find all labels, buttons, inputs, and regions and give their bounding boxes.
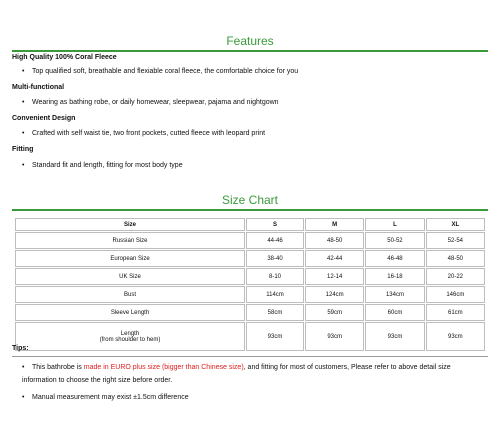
size-chart-table — [14, 217, 486, 352]
table-row — [15, 286, 485, 303]
bullet-dot: • — [22, 394, 25, 401]
table-cell: 61cm — [426, 304, 485, 321]
table-cell: 93cm — [305, 322, 364, 351]
table-cell: 124cm — [305, 286, 364, 303]
row-label: Sleeve Length — [15, 304, 245, 321]
table-cell: 46-48 — [365, 250, 424, 267]
row-label: European Size — [15, 250, 245, 267]
table-header-cell: XL — [426, 218, 485, 231]
table-row — [15, 322, 485, 351]
feature-title: Fitting — [12, 146, 34, 153]
table-cell: 8-10 — [246, 268, 304, 285]
features-heading: Features — [226, 34, 274, 48]
table-cell: 38-40 — [246, 250, 304, 267]
tip-item — [22, 391, 482, 404]
bullet-dot: • — [22, 130, 25, 137]
table-cell: 93cm — [426, 322, 485, 351]
table-cell: 48-50 — [426, 250, 485, 267]
table-row — [15, 304, 485, 321]
row-label: Russian Size — [15, 232, 245, 249]
size-chart-divider — [12, 209, 488, 211]
table-cell: 93cm — [246, 322, 304, 351]
table-cell: 42-44 — [305, 250, 364, 267]
table-cell: 20-22 — [426, 268, 485, 285]
row-label-main: Length — [120, 330, 140, 337]
feature-bullet — [22, 129, 265, 138]
table-row — [15, 268, 485, 285]
feature-text: Crafted with self waist tie, two front pockets, cutted fleece with leopard print — [32, 130, 266, 137]
row-label: Bust — [15, 286, 245, 303]
tip-text: This bathrobe is — [32, 364, 84, 371]
table-row — [15, 250, 485, 267]
bullet-dot: • — [22, 364, 25, 371]
tips-divider — [12, 356, 488, 357]
row-label-sub: (from shoulder to hem) — [99, 336, 161, 343]
table-header-cell: M — [305, 218, 364, 231]
row-label: UK Size — [15, 268, 245, 285]
table-cell: 93cm — [365, 322, 424, 351]
features-divider — [12, 50, 488, 52]
tip-item — [22, 361, 482, 387]
table-row — [15, 232, 485, 249]
table-cell: 50-52 — [365, 232, 424, 249]
feature-text: Top qualified soft, breathable and flexiable coral fleece, the comfortable choice for you — [32, 68, 299, 75]
bullet-dot: • — [22, 162, 25, 169]
table-cell: 48-50 — [305, 232, 364, 249]
table-cell: 59cm — [305, 304, 364, 321]
table-cell: 16-18 — [365, 268, 424, 285]
feature-text: Standard fit and length, fitting for most body type — [32, 162, 183, 169]
table-cell: 52-54 — [426, 232, 485, 249]
size-chart-heading: Size Chart — [221, 193, 279, 207]
tip-text: , and fitting for most of customers, Please refer to above detail size information to choose the right size before order. — [22, 364, 451, 384]
table-cell: 114cm — [246, 286, 304, 303]
feature-title: Convenient Design — [12, 115, 76, 122]
table-header-row — [15, 218, 485, 231]
bullet-dot: • — [22, 99, 25, 106]
table-header-cell: S — [246, 218, 304, 231]
row-label — [15, 322, 245, 351]
tip-text: Manual measurement may exist ±1.5cm difference — [32, 394, 189, 401]
bullet-dot: • — [22, 68, 25, 75]
feature-bullet — [22, 67, 298, 76]
table-cell: 58cm — [246, 304, 304, 321]
table-header-cell: L — [365, 218, 424, 231]
table-cell: 134cm — [365, 286, 424, 303]
table-header-cell: Size — [15, 218, 245, 231]
feature-bullet — [22, 161, 183, 170]
table-cell: 44-46 — [246, 232, 304, 249]
tips-title: Tips: — [12, 345, 29, 352]
feature-text: Wearing as bathing robe, or daily homewear, sleepwear, pajama and nightgown — [32, 99, 279, 106]
tip-highlight: made in EURO plus size (bigger than Chinese size) — [83, 364, 244, 371]
feature-bullet — [22, 98, 279, 107]
feature-title: High Quality 100% Coral Fleece — [12, 54, 117, 61]
table-cell: 146cm — [426, 286, 485, 303]
table-cell: 12-14 — [305, 268, 364, 285]
table-cell: 60cm — [365, 304, 424, 321]
feature-title: Multi-functional — [12, 84, 65, 91]
